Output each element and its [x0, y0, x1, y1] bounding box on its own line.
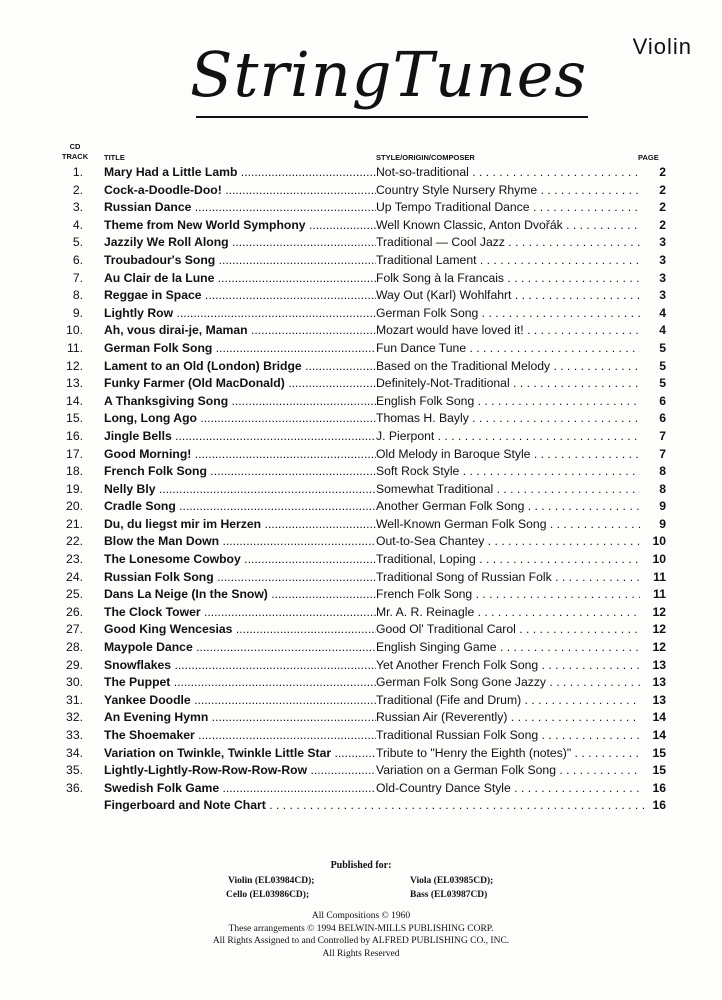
track-title: The Puppet ..... [104, 674, 376, 692]
track-page: 7 [659, 428, 666, 443]
track-number: 15. [66, 411, 83, 426]
track-style: Old Melody in Baroque Style . . . [376, 446, 640, 464]
edition-viola: Viola (EL03985CD); [410, 876, 494, 886]
track-page: 12 [652, 640, 666, 655]
header-track: CD TRACK [61, 142, 89, 161]
track-title: Good King Wencesias ..... [104, 621, 376, 639]
track-style: Traditional — Cool Jazz . . . [376, 234, 640, 252]
track-style: Traditional (Fife and Drum) . . . [376, 692, 640, 710]
toc-row [0, 657, 722, 675]
track-number: 33. [66, 728, 83, 742]
toc-row [0, 164, 722, 182]
published-for-heading: Published for: [330, 860, 392, 871]
track-style: J. Pierpont . . . [376, 428, 640, 446]
legal-line: All Rights Reserved [322, 948, 400, 959]
track-style: Tribute to "Henry the Eighth (notes)" . . . [376, 745, 640, 763]
track-style: Somewhat Traditional . . . [376, 481, 640, 499]
track-title: Lightly Row ..... [104, 305, 376, 323]
track-number: 25. [66, 587, 83, 602]
track-title: Long, Long Ago ..... [104, 410, 376, 428]
toc-row [0, 604, 722, 622]
toc-row [0, 533, 722, 551]
track-style: German Folk Song Gone Jazzy . . . [376, 674, 640, 692]
track-style: Thomas H. Bayly . . . [376, 410, 640, 428]
track-number: 14. [66, 393, 83, 408]
track-number: 16. [66, 428, 83, 443]
title-block [190, 30, 590, 120]
track-style: Well Known Classic, Anton Dvořák . . . [376, 217, 640, 235]
legal-line: All Compositions © 1960 [311, 911, 411, 921]
toc-row [0, 621, 722, 639]
track-page: 15 [652, 745, 666, 760]
header-title: TITLE [104, 153, 125, 162]
track-title: Mary Had a Little Lamb ..... [104, 164, 376, 182]
toc-row [0, 551, 722, 569]
track-title: Funky Farmer (Old MacDonald) ..... [104, 375, 376, 393]
track-page: 4 [659, 305, 666, 320]
track-page: 3 [659, 235, 666, 250]
track-page: 10 [652, 534, 666, 549]
track-number: 27. [66, 622, 83, 637]
track-number: 21. [66, 516, 83, 531]
track-page: 3 [659, 288, 666, 303]
legal-notice [0, 910, 722, 960]
track-title: French Folk Song ..... [104, 463, 376, 481]
edition-bass: Bass (EL03987CD) [410, 890, 488, 900]
track-page: 15 [652, 763, 666, 778]
track-title: A Thanksgiving Song ..... [104, 393, 376, 411]
track-title: An Evening Hymn ..... [104, 709, 376, 727]
track-title: Russian Dance ..... [104, 199, 376, 217]
track-page: 13 [652, 657, 666, 672]
track-title: Jazzily We Roll Along ..... [104, 234, 376, 252]
track-number: 28. [66, 640, 83, 655]
toc-row [0, 639, 722, 657]
legal-line: All Rights Assigned to and Controlled by ALFRED PUBLISHING CO., INC. [212, 936, 510, 946]
track-page: 8 [659, 464, 666, 479]
track-page: 10 [652, 552, 666, 567]
track-page: 2 [659, 200, 666, 215]
track-style: Mr. A. R. Reinagle . . . [376, 604, 640, 622]
track-title: Troubadour's Song ..... [104, 252, 376, 270]
track-style: Up Tempo Traditional Dance . . . [376, 199, 640, 217]
toc-row [0, 780, 722, 798]
track-number: 5. [72, 235, 83, 250]
track-title: Good Morning! ..... [104, 446, 376, 464]
toc-row [0, 516, 722, 534]
track-title: Ah, vous dirai-je, Maman ..... [104, 322, 376, 340]
toc-row [0, 463, 722, 481]
track-number: 1. [72, 165, 83, 179]
track-page: 9 [659, 499, 666, 514]
track-number: 19. [66, 481, 83, 496]
track-page: 13 [652, 692, 666, 707]
header-style: STYLE/ORIGIN/COMPOSER [376, 153, 475, 162]
track-page: 11 [653, 587, 666, 602]
toc-row [0, 252, 722, 270]
toc-row [0, 692, 722, 710]
toc-row [0, 217, 722, 235]
track-page: 13 [652, 675, 666, 690]
chart-entry-page: 16 [652, 798, 666, 813]
track-page: 16 [652, 780, 666, 795]
toc-row [0, 745, 722, 763]
toc-row [0, 393, 722, 411]
toc-row [0, 340, 722, 358]
toc-row-fingerboard-chart [0, 797, 722, 815]
track-number: 4. [72, 217, 83, 232]
track-title: The Clock Tower ..... [104, 604, 376, 622]
track-title: Yankee Doodle ..... [104, 692, 376, 710]
toc-row [0, 234, 722, 252]
toc-row [0, 270, 722, 288]
track-number: 3. [72, 200, 83, 215]
track-number: 7. [72, 270, 83, 285]
track-page: 14 [652, 710, 666, 725]
book-title: StringTunes [190, 38, 588, 111]
track-style: Soft Rock Style . . . [376, 463, 640, 481]
track-style: Based on the Traditional Melody . . . [376, 358, 640, 376]
track-page: 2 [659, 217, 666, 232]
track-number: 31. [66, 692, 83, 707]
track-style: Traditional Lament . . . [376, 252, 640, 270]
toc-row [0, 709, 722, 727]
track-title: Dans La Neige (In the Snow) ..... [104, 586, 376, 604]
track-style: German Folk Song . . . [376, 305, 640, 323]
track-title: Jingle Bells ..... [104, 428, 376, 446]
track-number: 10. [66, 323, 83, 338]
track-style: Another German Folk Song . . . [376, 498, 640, 516]
edition-violin: Violin (EL03984CD); [228, 876, 315, 886]
toc-row [0, 481, 722, 499]
toc-row [0, 358, 722, 376]
track-style: Good Ol' Traditional Carol . . . [376, 621, 640, 639]
track-number: 18. [66, 464, 83, 479]
track-number: 30. [66, 675, 83, 690]
toc-row [0, 375, 722, 393]
toc-row [0, 446, 722, 464]
track-page: 3 [659, 252, 666, 267]
track-style: Definitely-Not-Traditional . . . [376, 375, 640, 393]
track-page: 5 [659, 358, 666, 373]
track-style: Folk Song à la Francais . . . [376, 270, 640, 288]
toc-row [0, 727, 722, 745]
table-of-contents [0, 164, 722, 815]
title-underline [196, 116, 588, 118]
toc-row [0, 674, 722, 692]
column-headers [0, 140, 722, 166]
track-title: Lightly-Lightly-Row-Row-Row-Row ..... [104, 762, 376, 780]
toc-row [0, 305, 722, 323]
toc-row [0, 410, 722, 428]
toc-row [0, 322, 722, 340]
track-style: Yet Another French Folk Song . . . [376, 657, 640, 675]
track-number: 34. [66, 745, 83, 760]
track-page: 12 [652, 604, 666, 619]
toc-row [0, 586, 722, 604]
track-page: 5 [659, 376, 666, 391]
track-page: 2 [659, 165, 666, 179]
track-title: Nelly Bly ..... [104, 481, 376, 499]
track-page: 6 [659, 393, 666, 408]
track-style: French Folk Song . . . [376, 586, 640, 604]
toc-row [0, 498, 722, 516]
track-style: Fun Dance Tune . . . [376, 340, 640, 358]
track-style: Variation on a German Folk Song . . . [376, 762, 640, 780]
track-page: 11 [653, 569, 666, 584]
track-title: Au Clair de la Lune ..... [104, 270, 376, 288]
track-title: The Shoemaker ..... [104, 727, 376, 745]
toc-row [0, 762, 722, 780]
track-number: 6. [72, 252, 83, 267]
track-style: Not-so-traditional . . . [376, 164, 640, 182]
toc-row [0, 182, 722, 200]
track-title: German Folk Song ..... [104, 340, 376, 358]
track-title: Theme from New World Symphony ..... [104, 217, 376, 235]
track-title: Reggae in Space ..... [104, 287, 376, 305]
chart-entry-title: Fingerboard and Note Chart . . . [104, 797, 644, 815]
track-title: Blow the Man Down ..... [104, 533, 376, 551]
track-number: 2. [72, 182, 83, 197]
track-page: 4 [659, 323, 666, 338]
track-page: 7 [659, 446, 666, 461]
legal-line: These arrangements © 1994 BELWIN-MILLS PUBLISHING CORP. [228, 923, 494, 934]
track-page: 9 [659, 516, 666, 531]
track-style: Well-Known German Folk Song . . . [376, 516, 640, 534]
track-style: Way Out (Karl) Wohlfahrt . . . [376, 287, 640, 305]
track-page: 12 [652, 622, 666, 637]
track-style: Russian Air (Reverently) . . . [376, 709, 640, 727]
track-page: 2 [659, 182, 666, 197]
track-number: 13. [66, 376, 83, 391]
track-number: 20. [66, 499, 83, 514]
track-title: Swedish Folk Game ..... [104, 780, 376, 798]
track-number: 36. [66, 780, 83, 795]
track-number: 22. [66, 534, 83, 549]
track-number: 32. [66, 710, 83, 725]
instrument-label: Violin [632, 34, 692, 59]
track-style: Traditional Russian Folk Song . . . [376, 727, 640, 745]
track-page: 14 [652, 728, 666, 742]
track-number: 12. [66, 358, 83, 373]
track-number: 24. [66, 569, 83, 584]
track-title: Maypole Dance ..... [104, 639, 376, 657]
toc-row [0, 569, 722, 587]
track-number: 17. [66, 446, 83, 461]
track-title: Lament to an Old (London) Bridge ..... [104, 358, 376, 376]
track-title: Variation on Twinkle, Twinkle Little Star ..... [104, 745, 376, 763]
track-title: Du, du liegst mir im Herzen ..... [104, 516, 376, 534]
toc-row [0, 287, 722, 305]
track-page: 6 [659, 411, 666, 426]
toc-row [0, 428, 722, 446]
track-number: 11. [66, 340, 83, 355]
track-style: English Folk Song . . . [376, 393, 640, 411]
track-number: 35. [66, 763, 83, 778]
track-style: Old-Country Dance Style . . . [376, 780, 640, 798]
track-page: 5 [659, 340, 666, 355]
track-title: Snowflakes ..... [104, 657, 376, 675]
track-title: Cradle Song ..... [104, 498, 376, 516]
toc-row [0, 199, 722, 217]
track-style: English Singing Game . . . [376, 639, 640, 657]
track-title: Russian Folk Song ..... [104, 569, 376, 587]
track-number: 23. [66, 552, 83, 567]
track-number: 8. [72, 288, 83, 303]
track-style: Mozart would have loved it! . . . [376, 322, 640, 340]
track-style: Out-to-Sea Chantey . . . [376, 533, 640, 551]
track-page: 3 [659, 270, 666, 285]
track-number: 9. [72, 305, 83, 320]
track-style: Country Style Nursery Rhyme . . . [376, 182, 640, 200]
track-number: 26. [66, 604, 83, 619]
track-number: 29. [66, 657, 83, 672]
edition-cello: Cello (EL03986CD); [226, 890, 310, 900]
track-style: Traditional Song of Russian Folk . . . [376, 569, 640, 587]
track-title: The Lonesome Cowboy ..... [104, 551, 376, 569]
track-page: 8 [659, 481, 666, 496]
track-style: Traditional, Loping . . . [376, 551, 640, 569]
track-title: Cock-a-Doodle-Doo! ..... [104, 182, 376, 200]
header-page: PAGE [638, 153, 659, 162]
